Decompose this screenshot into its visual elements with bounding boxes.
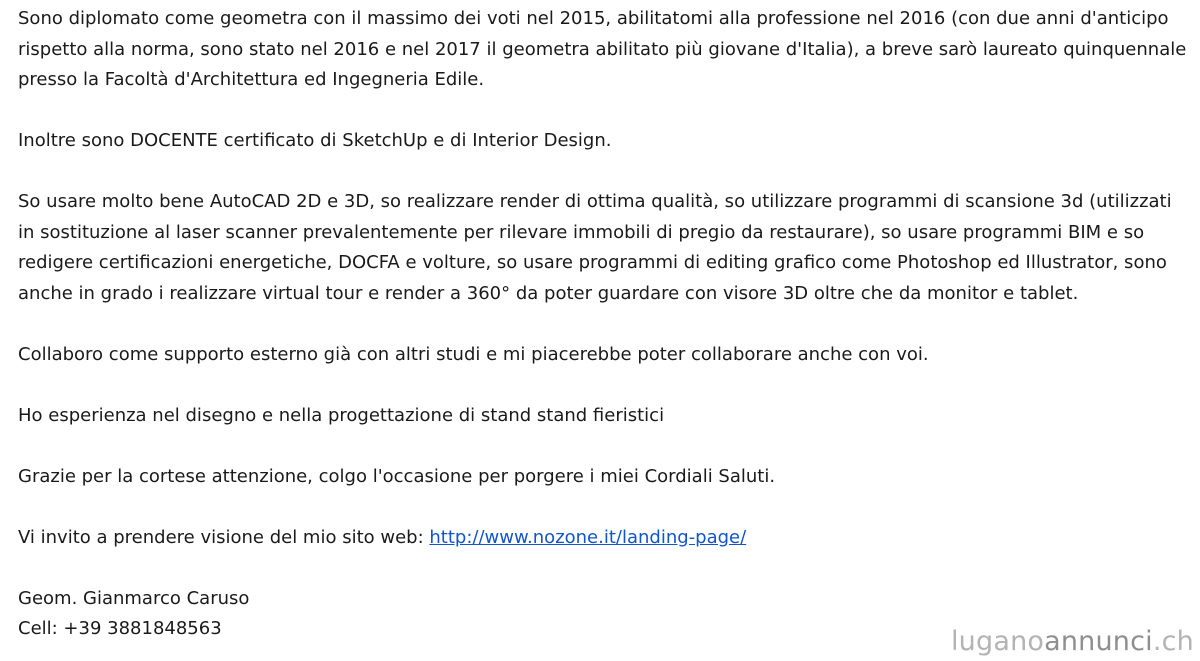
signature-name: Geom. Gianmarco Caruso [18,587,250,609]
watermark-logo [951,626,1194,657]
website-intro-text: Vi invito a prendere visione del mio sito web: [18,526,430,548]
paragraph-experience: Ho esperienza nel disegno e nella progettazione di stand stand fieristici [18,404,665,426]
paragraph-skills: So usare molto bene AutoCAD 2D e 3D, so realizzare render di ottima qualità, so utilizzare programmi di scansione 3d (utilizzati in sostituzione al laser scanner prevalentemente per rilevare immobili di pregio da restaurare), so usare programmi BIM e so redigere certificazioni energetiche, DOCFA e volture, so usare programmi di editing grafico come Photoshop ed Illustrator, sono anche in grado i realizzare virtual tour e render a 360° da poter guardare con visore 3D oltre che da monitor e tablet. [18,191,1172,304]
watermark-part-ch: .ch [1152,626,1194,657]
paragraph-collaboration: Collaboro come supporto esterno già con altri studi e mi piacerebbe poter collaborare anche con voi. [18,343,929,365]
website-link[interactable]: http://www.nozone.it/landing-page/ [429,526,747,548]
signature-phone: Cell: +39 3881848563 [18,618,222,639]
paragraph-closing: Grazie per la cortese attenzione, colgo l'occasione per porgere i miei Cordiali Saluti. [18,465,776,487]
watermark-part-annunci: annunci [1044,626,1153,657]
paragraph-education: Sono diplomato come geometra con il massimo dei voti nel 2015, abilitatomi alla professione nel 2016 (con due anni d'anticipo rispetto alla norma, sono stato nel 2016 e nel 2017 il geometra abilitato più giovane d'Italia), a breve sarò laureato quinquennale presso la Facoltà d'Architettura ed Ingegneria Edile. [18,8,1187,90]
paragraph-teaching: Inoltre sono DOCENTE certificato di SketchUp e di Interior Design. [18,130,612,151]
watermark-part-lugano: lugano [950,626,1045,657]
letter-body [18,4,1188,645]
paragraph-website [18,523,1188,554]
